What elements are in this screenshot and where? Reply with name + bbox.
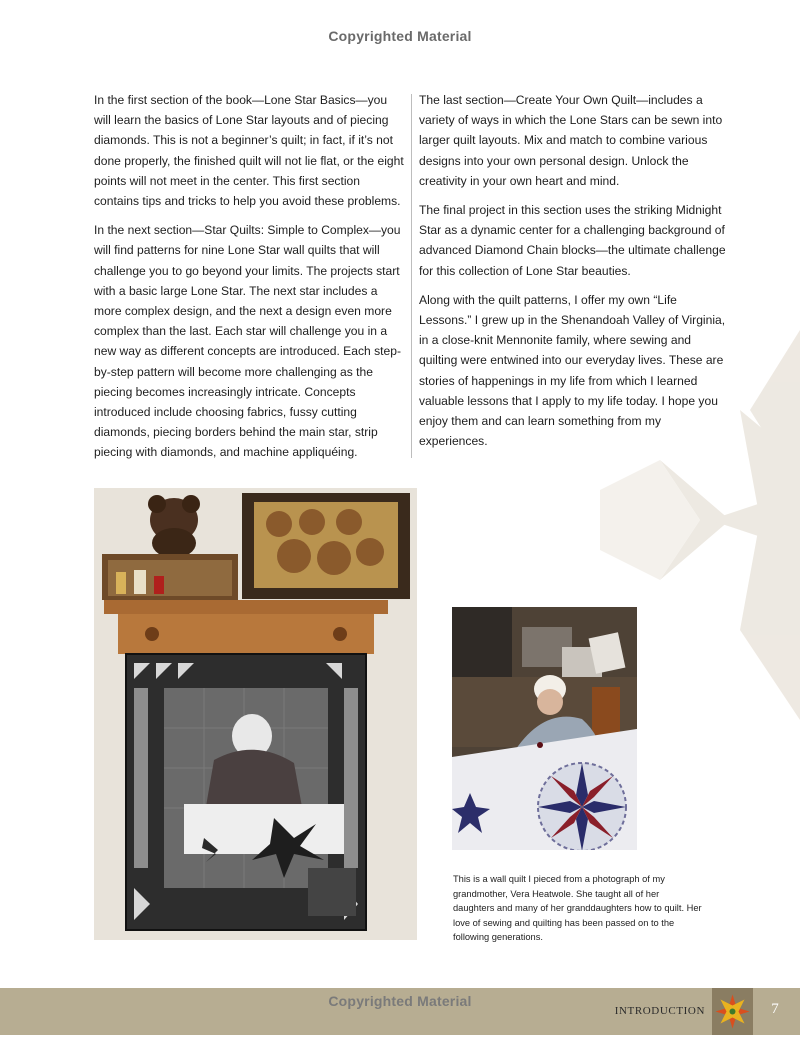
page-number: 7 (771, 1001, 779, 1017)
section-label: INTRODUCTION (614, 1005, 705, 1017)
paragraph: In the first section of the book—Lone Star Basics—you will learn the basics of Lone Star layouts and of piecing diamonds. This is not a beginner’s quilt; in fact, if it’s not done properly, the finished quilt will not lie flat, or the eight points will not meet in the center. This first section contains tips and tricks to help you avoid these problems. (94, 93, 404, 209)
paragraph: Along with the quilt patterns, I offer my own “Life Lessons.” I grew up in the Shenandoah Valley of Virginia, in a close-knit Mennonite family, where sewing and quilting were entwined into our everyday lives. These are stories of happenings in my life from which I learned valuable lessons that I apply to my life today. I hope you enjoy them and can learn something from my experiences. (419, 292, 726, 449)
paragraph: The final project in this section uses the striking Midnight Star as a dynamic center for a challenging background of advanced Diamond Chain blocks—the ultimate challenge for this collection of Lone Star beauties. (419, 203, 726, 278)
paragraph: In the next section—Star Quilts: Simple to Complex—you will find patterns for nine Lone Star wall quilts that will challenge you to go beyond your limits. The projects start with a basic large Lone Star. The next star includes a more complex design, and the next a design even more complex than the last. Each star will challenge you in a new way as different concepts are introduced. Each step-by-step pattern will become more challenging as the piecing becomes increasingly intricate. Concepts introduced include choosing fabrics, fussy cutting diamonds, piecing borders behind the main star, strip piecing with diamonds, and machine appliquéing. (94, 223, 401, 460)
photo-caption: This is a wall quilt I pieced from a photograph of my grandmother, Vera Heatwole. She taught all of her daughters and many of her granddaughters how to quilt. Her love of sewing and quilting has been passed on to the following generations. (453, 874, 702, 943)
column-divider (411, 94, 412, 458)
wall-quilt-photo (94, 488, 417, 940)
left-text-column (94, 90, 406, 472)
copyright-watermark-bottom: Copyrighted Material (328, 993, 472, 1009)
paragraph: The last section—Create Your Own Quilt—includes a variety of ways in which the Lone Stars can be sewn into larger quilt layouts. Mix and match to combine various designs into your own personal design. Unlock the creativity in your own heart and mind. (419, 93, 723, 188)
grandmother-quilting-photo (452, 607, 637, 850)
right-text-column (419, 90, 729, 460)
copyright-watermark-top: Copyrighted Material (328, 28, 472, 44)
